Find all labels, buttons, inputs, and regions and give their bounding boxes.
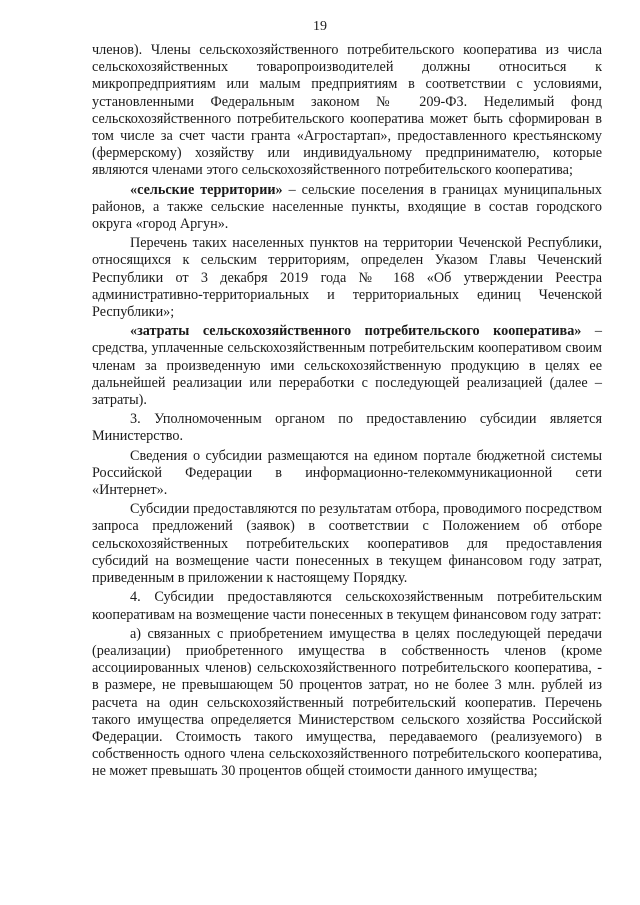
paragraph-settlements-list — [92, 235, 602, 321]
document-body — [92, 42, 602, 783]
paragraph-text: – сельские поселения в границах муниципальных районов, а также сельские населенные пункты, входящие в состав городского округа «город Аргун». — [92, 181, 602, 233]
paragraph-item-a — [92, 626, 602, 781]
page-number: 19 — [313, 19, 327, 34]
paragraph-members-continuation — [92, 42, 602, 180]
paragraph-subsidy-info — [92, 448, 602, 500]
paragraph-selection — [92, 501, 602, 587]
paragraph-text: 4. Субсидии предоставляются сельскохозяйственным потребительским кооперативам на возмещение части понесенных в текущем финансовом году затрат: — [92, 589, 602, 623]
paragraph-text: Перечень таких населенных пунктов на территории Чеченской Республики, относящихся к сельским территориям, определен Указом Главы Чеченский Республики от 3 декабря 2019 года № 168 «Об утверждении Реестра административно-территориальных и территориальных единиц Чеченской Республики»; — [92, 235, 602, 321]
paragraph-text: а) связанных с приобретением имущества в целях последующей передачи (реализации) приобретенного имущества в собственность членов (кроме ассоциированных членов) сельскохозяйственного потребительского кооператива, - в размере, не превышающем 50 процентов затрат, но не более 3 млн. рублей из расчета на один сельскохозяйственный потребительский кооператив. Перечень такого имущества определяется Министерством сельского хозяйства Российской Федерации. Стоимость такого имущества, передаваемого (реализуемого) в собственность одного члена сельскохозяйственного потребительского кооператива, не может превышать 30 процентов общей стоимости данного имущества; — [92, 625, 602, 780]
defined-term: «сельские территории» — [130, 181, 283, 198]
paragraph-cooperative-costs — [92, 323, 602, 409]
paragraph-text: 3. Уполномоченным органом по предоставлению субсидии является Министерство. — [92, 411, 602, 445]
defined-term: «затраты сельскохозяйственного потребительского кооператива» — [130, 323, 582, 340]
paragraph-rural-territories — [92, 182, 602, 234]
paragraph-authorized-body — [92, 411, 602, 445]
paragraph-text: Субсидии предоставляются по результатам отбора, проводимого посредством запроса предложений (заявок) в соответствии с Положением об отборе сельскохозяйственных потребительских кооперативов для предоставления субсидий на возмещение части понесенных в текущем финансовом году затрат, приведенным в приложении к настоящему Порядку. — [92, 501, 602, 587]
paragraph-subsidy-purpose — [92, 589, 602, 623]
paragraph-text: – средства, уплаченные сельскохозяйственным потребительским кооперативом своим членам за произведенную ими сельскохозяйственную продукцию в целях ее дальнейшей реализации или переработки с последующей реализацией (далее – затраты). — [92, 323, 602, 409]
paragraph-text: Сведения о субсидии размещаются на едином портале бюджетной системы Российской Федерации в информационно-телекоммуникационной сети «Интернет». — [92, 447, 602, 499]
paragraph-text: членов). Члены сельскохозяйственного потребительского кооператива из числа сельскохозяйственных товаропроизводителей должны относиться к микропредприятиям или малым предприятиям в соответствии с условиями, установленными Федеральным законом № 209-ФЗ. Неделимый фонд сельскохозяйственного потребительского кооператива может быть сформирован в том числе за счет части гранта «Агростартап», предоставленного крестьянскому (фермерскому) хозяйству или индивидуальному предпринимателю, которые являются членами этого сельскохозяйственного потребительского кооператива; — [92, 42, 602, 179]
